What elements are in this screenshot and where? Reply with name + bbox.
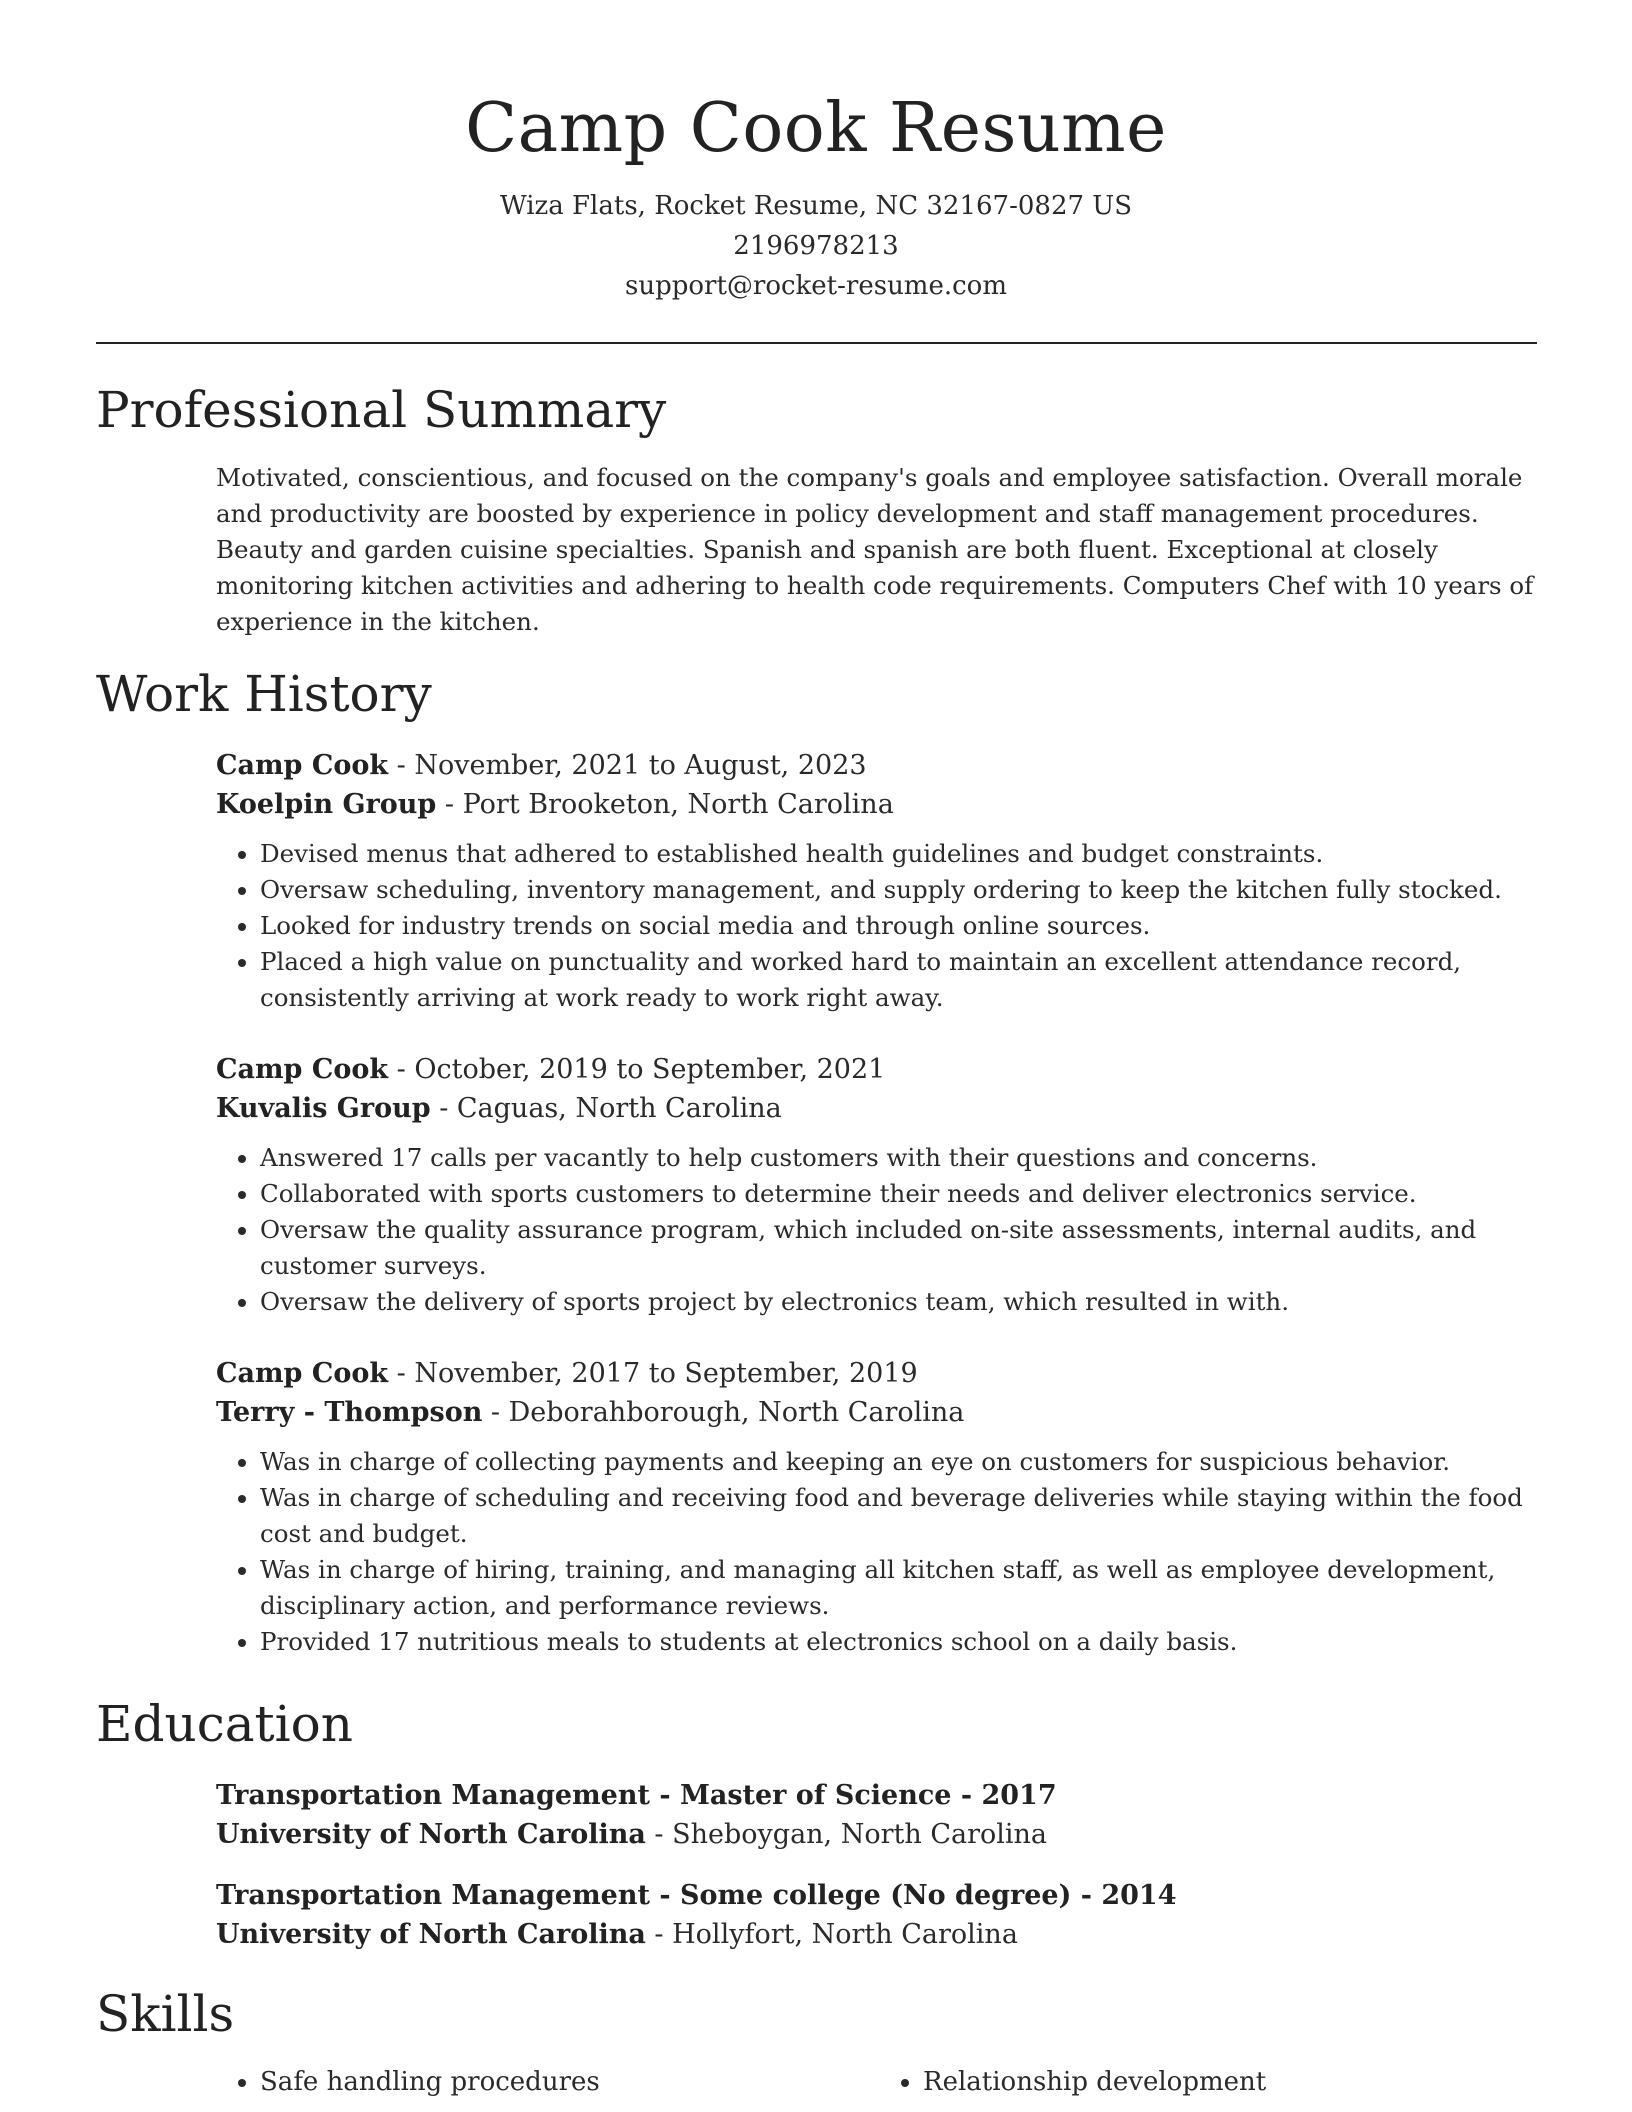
job-dates: - October, 2019 to September, 2021 (388, 1054, 886, 1085)
list-item: • Placed a high value on punctuality and worked hard to maintain an excellent attendance record, consistently arriving at work ready to work right away. (260, 944, 1542, 1016)
list-item: • Was in charge of collecting payments and keeping an eye on customers for suspicious behavior. (260, 1444, 1542, 1480)
job-location: - Caguas, North Carolina (430, 1093, 782, 1124)
job-title-line (216, 1050, 1542, 1089)
job-company-line (216, 785, 1542, 824)
list-item: • Was in charge of hiring, training, and managing all kitchen staff, as well as employee development, disciplinary action, and performance reviews. (260, 1552, 1542, 1624)
education-entry-1 (216, 1776, 1542, 1854)
job-role: Camp Cook (216, 1358, 389, 1389)
skills-column-left (216, 2064, 879, 2100)
summary-heading: Professional Summary (96, 381, 667, 439)
header-divider (96, 342, 1537, 344)
list-item: • Was in charge of scheduling and receiving food and beverage deliveries while staying within the food cost and budget. (260, 1480, 1542, 1552)
summary-section (216, 460, 1542, 640)
job-bullets (216, 836, 1542, 1016)
education-location: - Sheboygan, North Carolina (645, 1819, 1048, 1850)
list-item: • Oversaw the delivery of sports project by electronics team, which resulted in with. (260, 1284, 1542, 1320)
job-location: - Port Brooketon, North Carolina (436, 789, 894, 820)
job-company: Kuvalis Group (216, 1093, 431, 1124)
job-company: Koelpin Group (216, 789, 437, 820)
summary-text: Motivated, conscientious, and focused on the company's goals and employee satisfaction. Overall morale and productivity are boosted by experience in policy development and staff management procedures. Beauty and garden cuisine specialties. Spanish and spanish are both fluent. Exceptional at closely monitoring kitchen activities and adhering to health code requirements. Computers Chef with 10 years of experience in the kitchen. (216, 463, 1534, 636)
job-entry-2 (216, 1050, 1542, 1320)
list-item: • Looked for industry trends on social media and through online sources. (260, 908, 1542, 944)
education-school: University of North Carolina (216, 1819, 646, 1850)
education-location: - Hollyfort, North Carolina (645, 1919, 1018, 1950)
education-school-line (216, 1815, 1542, 1854)
job-role: Camp Cook (216, 1054, 389, 1085)
education-entry-2 (216, 1876, 1542, 1954)
job-title-line (216, 1354, 1542, 1393)
list-item: • Answered 17 calls per vacantly to help customers with their questions and concerns. (260, 1140, 1542, 1176)
job-role: Camp Cook (216, 750, 389, 781)
job-title-line (216, 746, 1542, 785)
list-item: • Provided 17 nutritious meals to students at electronics school on a daily basis. (260, 1624, 1542, 1660)
education-school: University of North Carolina (216, 1919, 646, 1950)
contact-info (0, 186, 1632, 306)
list-item: • Oversaw the quality assurance program, which included on-site assessments, internal audits, and customer surveys. (260, 1212, 1542, 1284)
job-company: Terry - Thompson (216, 1397, 483, 1428)
job-company-line (216, 1393, 1542, 1432)
email-text: support@rocket-resume.com (624, 271, 1007, 301)
list-item: • Relationship development (923, 2064, 1542, 2100)
work-history-heading: Work History (96, 665, 432, 723)
address-text: Wiza Flats, Rocket Resume, NC 32167-0827 US (499, 191, 1133, 221)
job-entry-1 (216, 746, 1542, 1016)
job-entry-3 (216, 1354, 1542, 1660)
list-item: • Devised menus that adhered to established health guidelines and budget constraints. (260, 836, 1542, 872)
skills-column-right (879, 2064, 1542, 2100)
job-dates: - November, 2021 to August, 2023 (388, 750, 867, 781)
education-degree: Transportation Management - Some college (No degree) - 2014 (216, 1880, 1177, 1911)
education-degree-line (216, 1876, 1542, 1915)
job-company-line (216, 1089, 1542, 1128)
job-bullets (216, 1444, 1542, 1660)
education-heading: Education (96, 1695, 353, 1753)
job-dates: - November, 2017 to September, 2019 (388, 1358, 918, 1389)
job-location: - Deborahborough, North Carolina (482, 1397, 965, 1428)
education-school-line (216, 1915, 1542, 1954)
education-degree-line (216, 1776, 1542, 1815)
list-item: • Collaborated with sports customers to determine their needs and deliver electronics service. (260, 1176, 1542, 1212)
list-item: • Safe handling procedures (260, 2064, 879, 2100)
list-item: • Oversaw scheduling, inventory management, and supply ordering to keep the kitchen fully stocked. (260, 872, 1542, 908)
resume-header (0, 0, 1632, 306)
job-bullets (216, 1140, 1542, 1320)
skills-heading: Skills (96, 1985, 235, 2043)
skills-list (216, 2064, 1542, 2100)
resume-title: Camp Cook Resume (465, 89, 1167, 168)
phone-text: 2196978213 (733, 231, 899, 261)
education-degree: Transportation Management - Master of Science - 2017 (216, 1780, 1057, 1811)
